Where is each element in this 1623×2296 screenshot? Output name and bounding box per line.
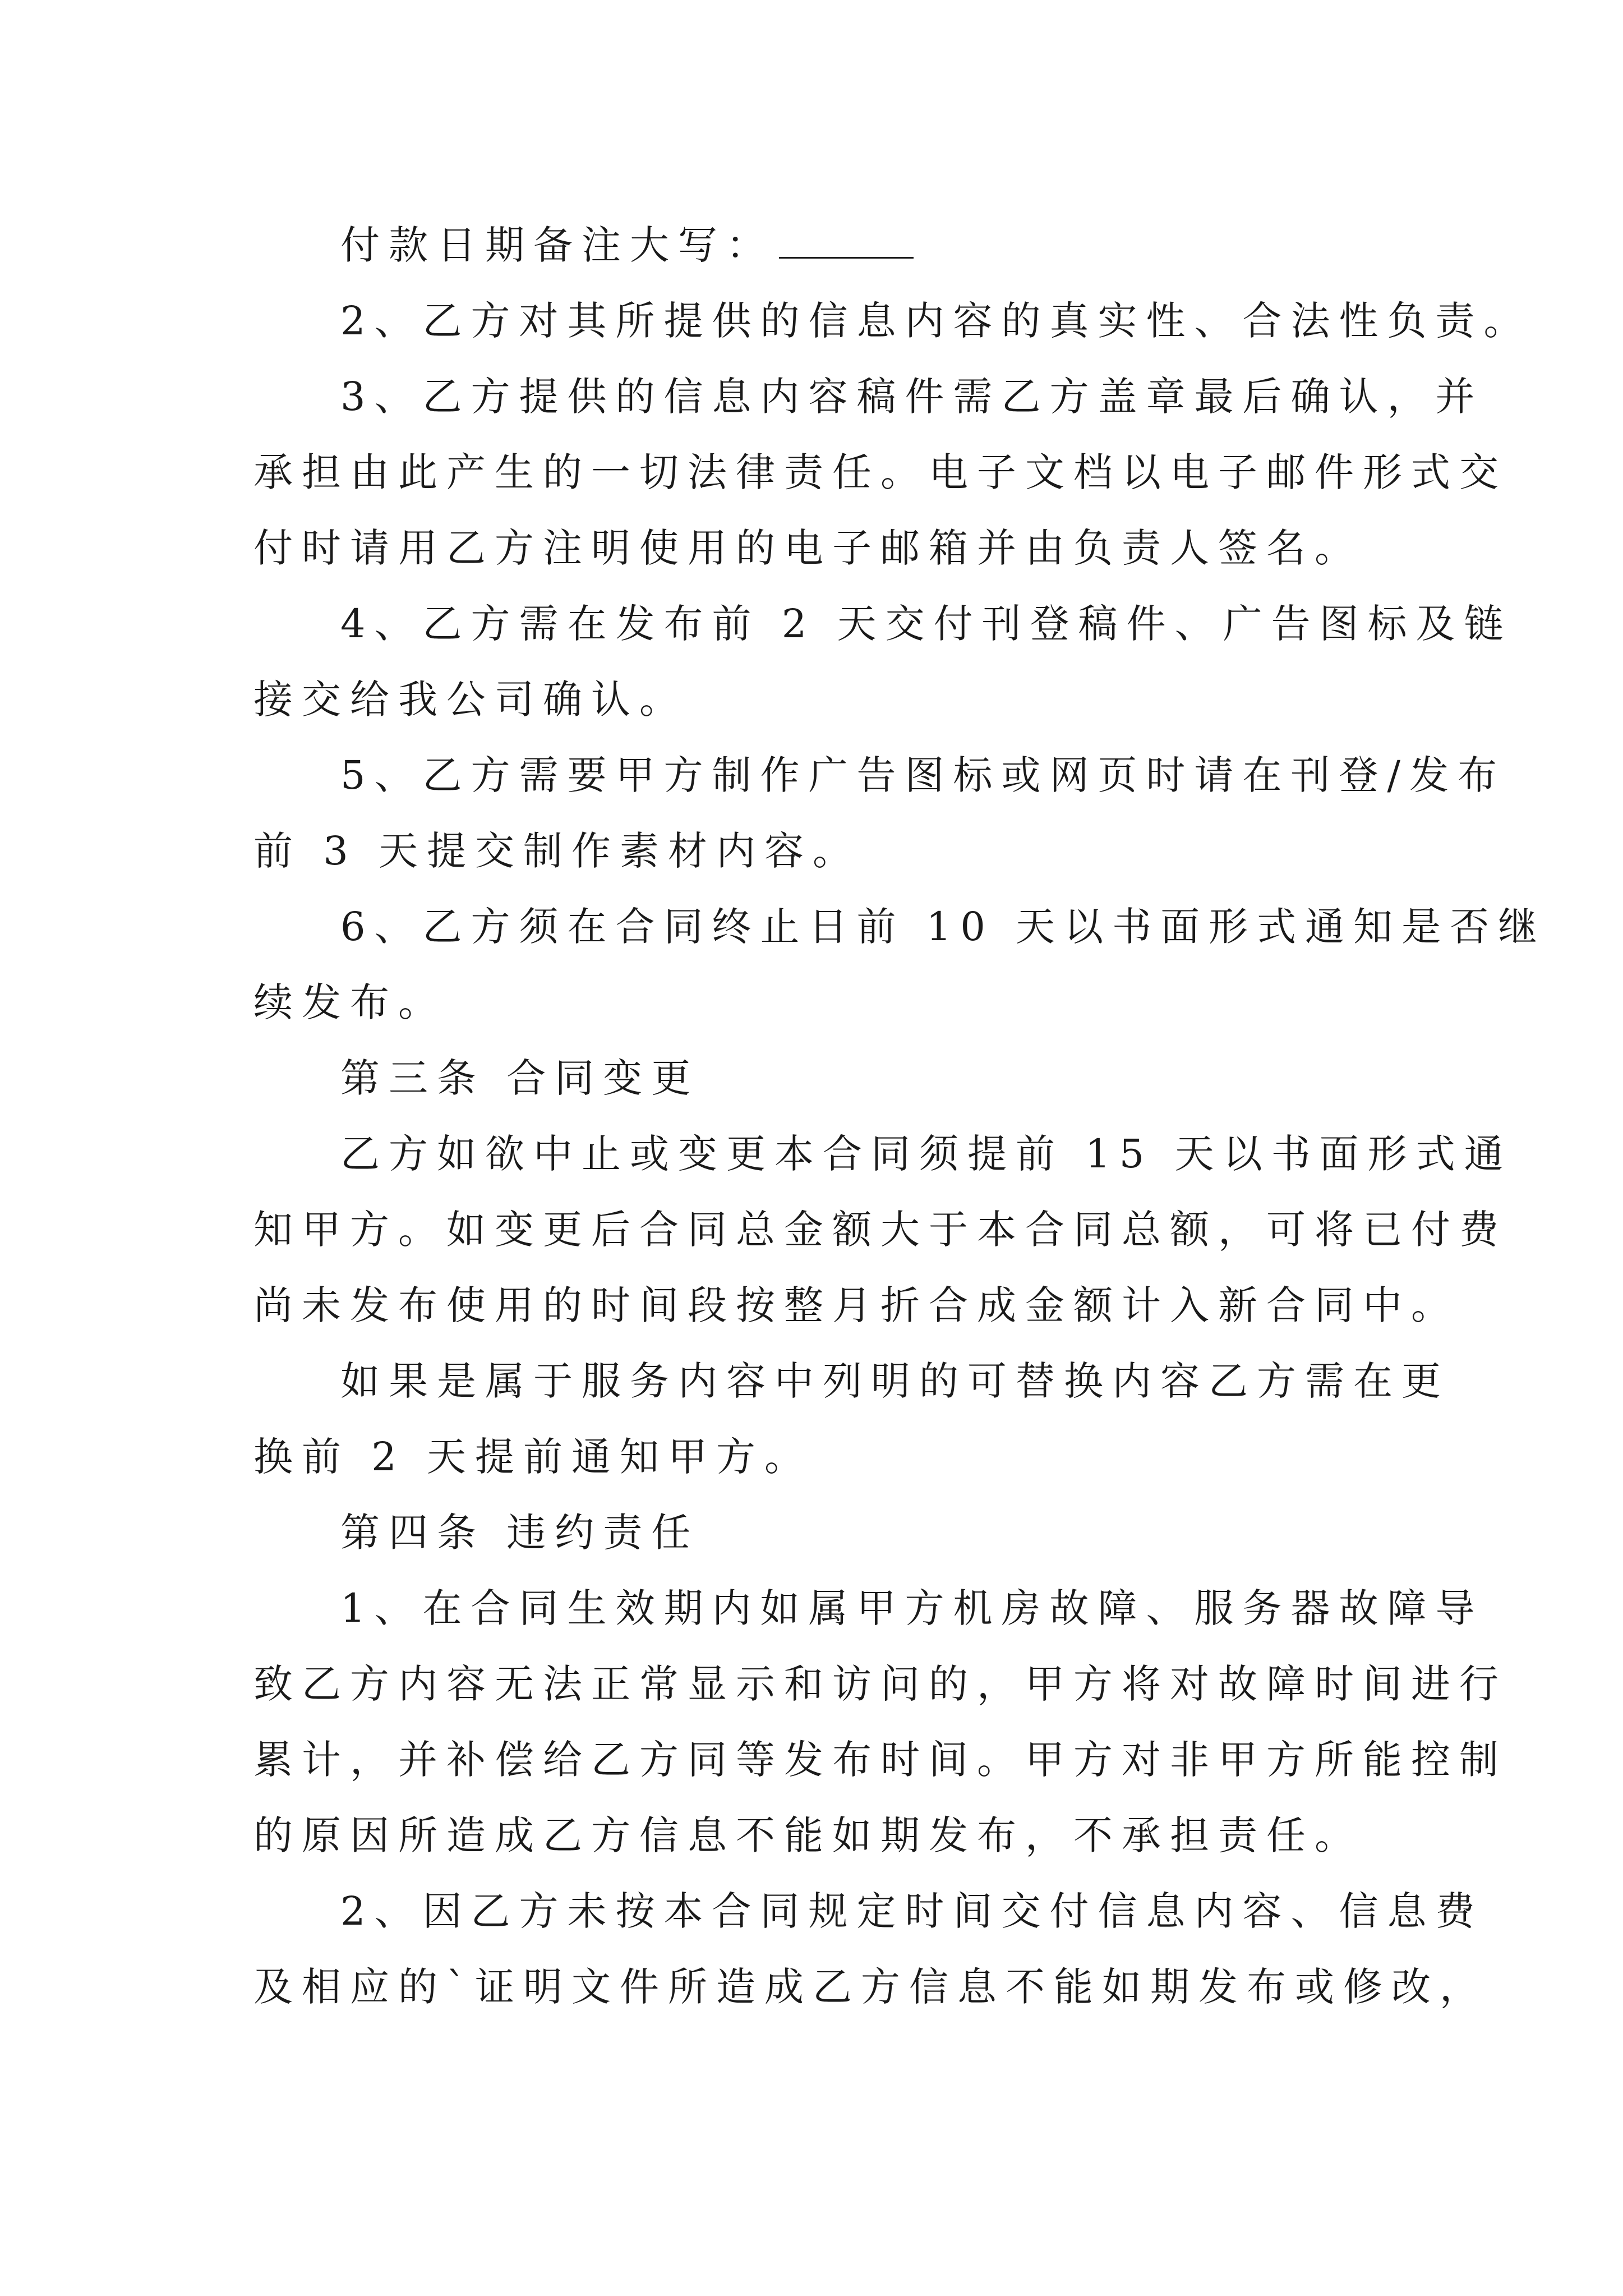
payment-date-note-label: 付款日期备注大写： [340,222,774,268]
payment-date-note-line [340,222,1490,268]
paragraph-line: 1、在合同生效期内如属甲方机房故障、服务器故障导 [340,1585,1484,1631]
paragraph-line: 4、乙方需在发布前 2 天交付刊登稿件、广告图标及链 [340,601,1513,647]
paragraph-line: 6、乙方须在合同终止日前 10 天以书面形式通知是否继 [340,904,1547,950]
paragraph-line: 及相应的`证明文件所造成乙方信息不能如期发布或修改， [253,1964,1488,2010]
paragraph-line: 5、乙方需要甲方制作广告图标或网页时请在刊登/发布 [340,752,1506,798]
paragraph-line: 付时请用乙方注明使用的电子邮箱并由负责人签名。 [253,525,1363,571]
paragraph-line: 续发布。 [253,979,446,1025]
payment-date-blank [779,254,914,259]
paragraph-line: 前 3 天提交制作素材内容。 [253,828,861,874]
paragraph-line: 的原因所造成乙方信息不能如期发布，不承担责任。 [253,1812,1363,1858]
paragraph-line: 如果是属于服务内容中列明的可替换内容乙方需在更 [340,1358,1450,1404]
paragraph-line: 换前 2 天提前通知甲方。 [253,1434,813,1480]
paragraph-line: 致乙方内容无法正常显示和访问的，甲方将对故障时间进行 [253,1661,1507,1707]
paragraph-line: 2、乙方对其所提供的信息内容的真实性、合法性负责。 [340,298,1532,344]
paragraph-line: 接交给我公司确认。 [253,677,688,723]
section-heading: 第四条 违约责任 [340,1510,700,1556]
paragraph-line: 2、因乙方未按本合同规定时间交付信息内容、信息费 [340,1888,1484,1934]
section-heading: 第三条 合同变更 [340,1055,700,1101]
paragraph-line: 承担由此产生的一切法律责任。电子文档以电子邮件形式交 [253,449,1507,495]
paragraph-line: 累计，并补偿给乙方同等发布时间。甲方对非甲方所能控制 [253,1737,1507,1783]
paragraph-line: 尚未发布使用的时间段按整月折合成金额计入新合同中。 [253,1282,1459,1328]
paragraph-line: 乙方如欲中止或变更本合同须提前 15 天以书面形式通 [340,1131,1513,1177]
paragraph-line: 知甲方。如变更后合同总金额大于本合同总额，可将已付费 [253,1207,1507,1253]
paragraph-line: 3、乙方提供的信息内容稿件需乙方盖章最后确认，并 [340,374,1484,420]
